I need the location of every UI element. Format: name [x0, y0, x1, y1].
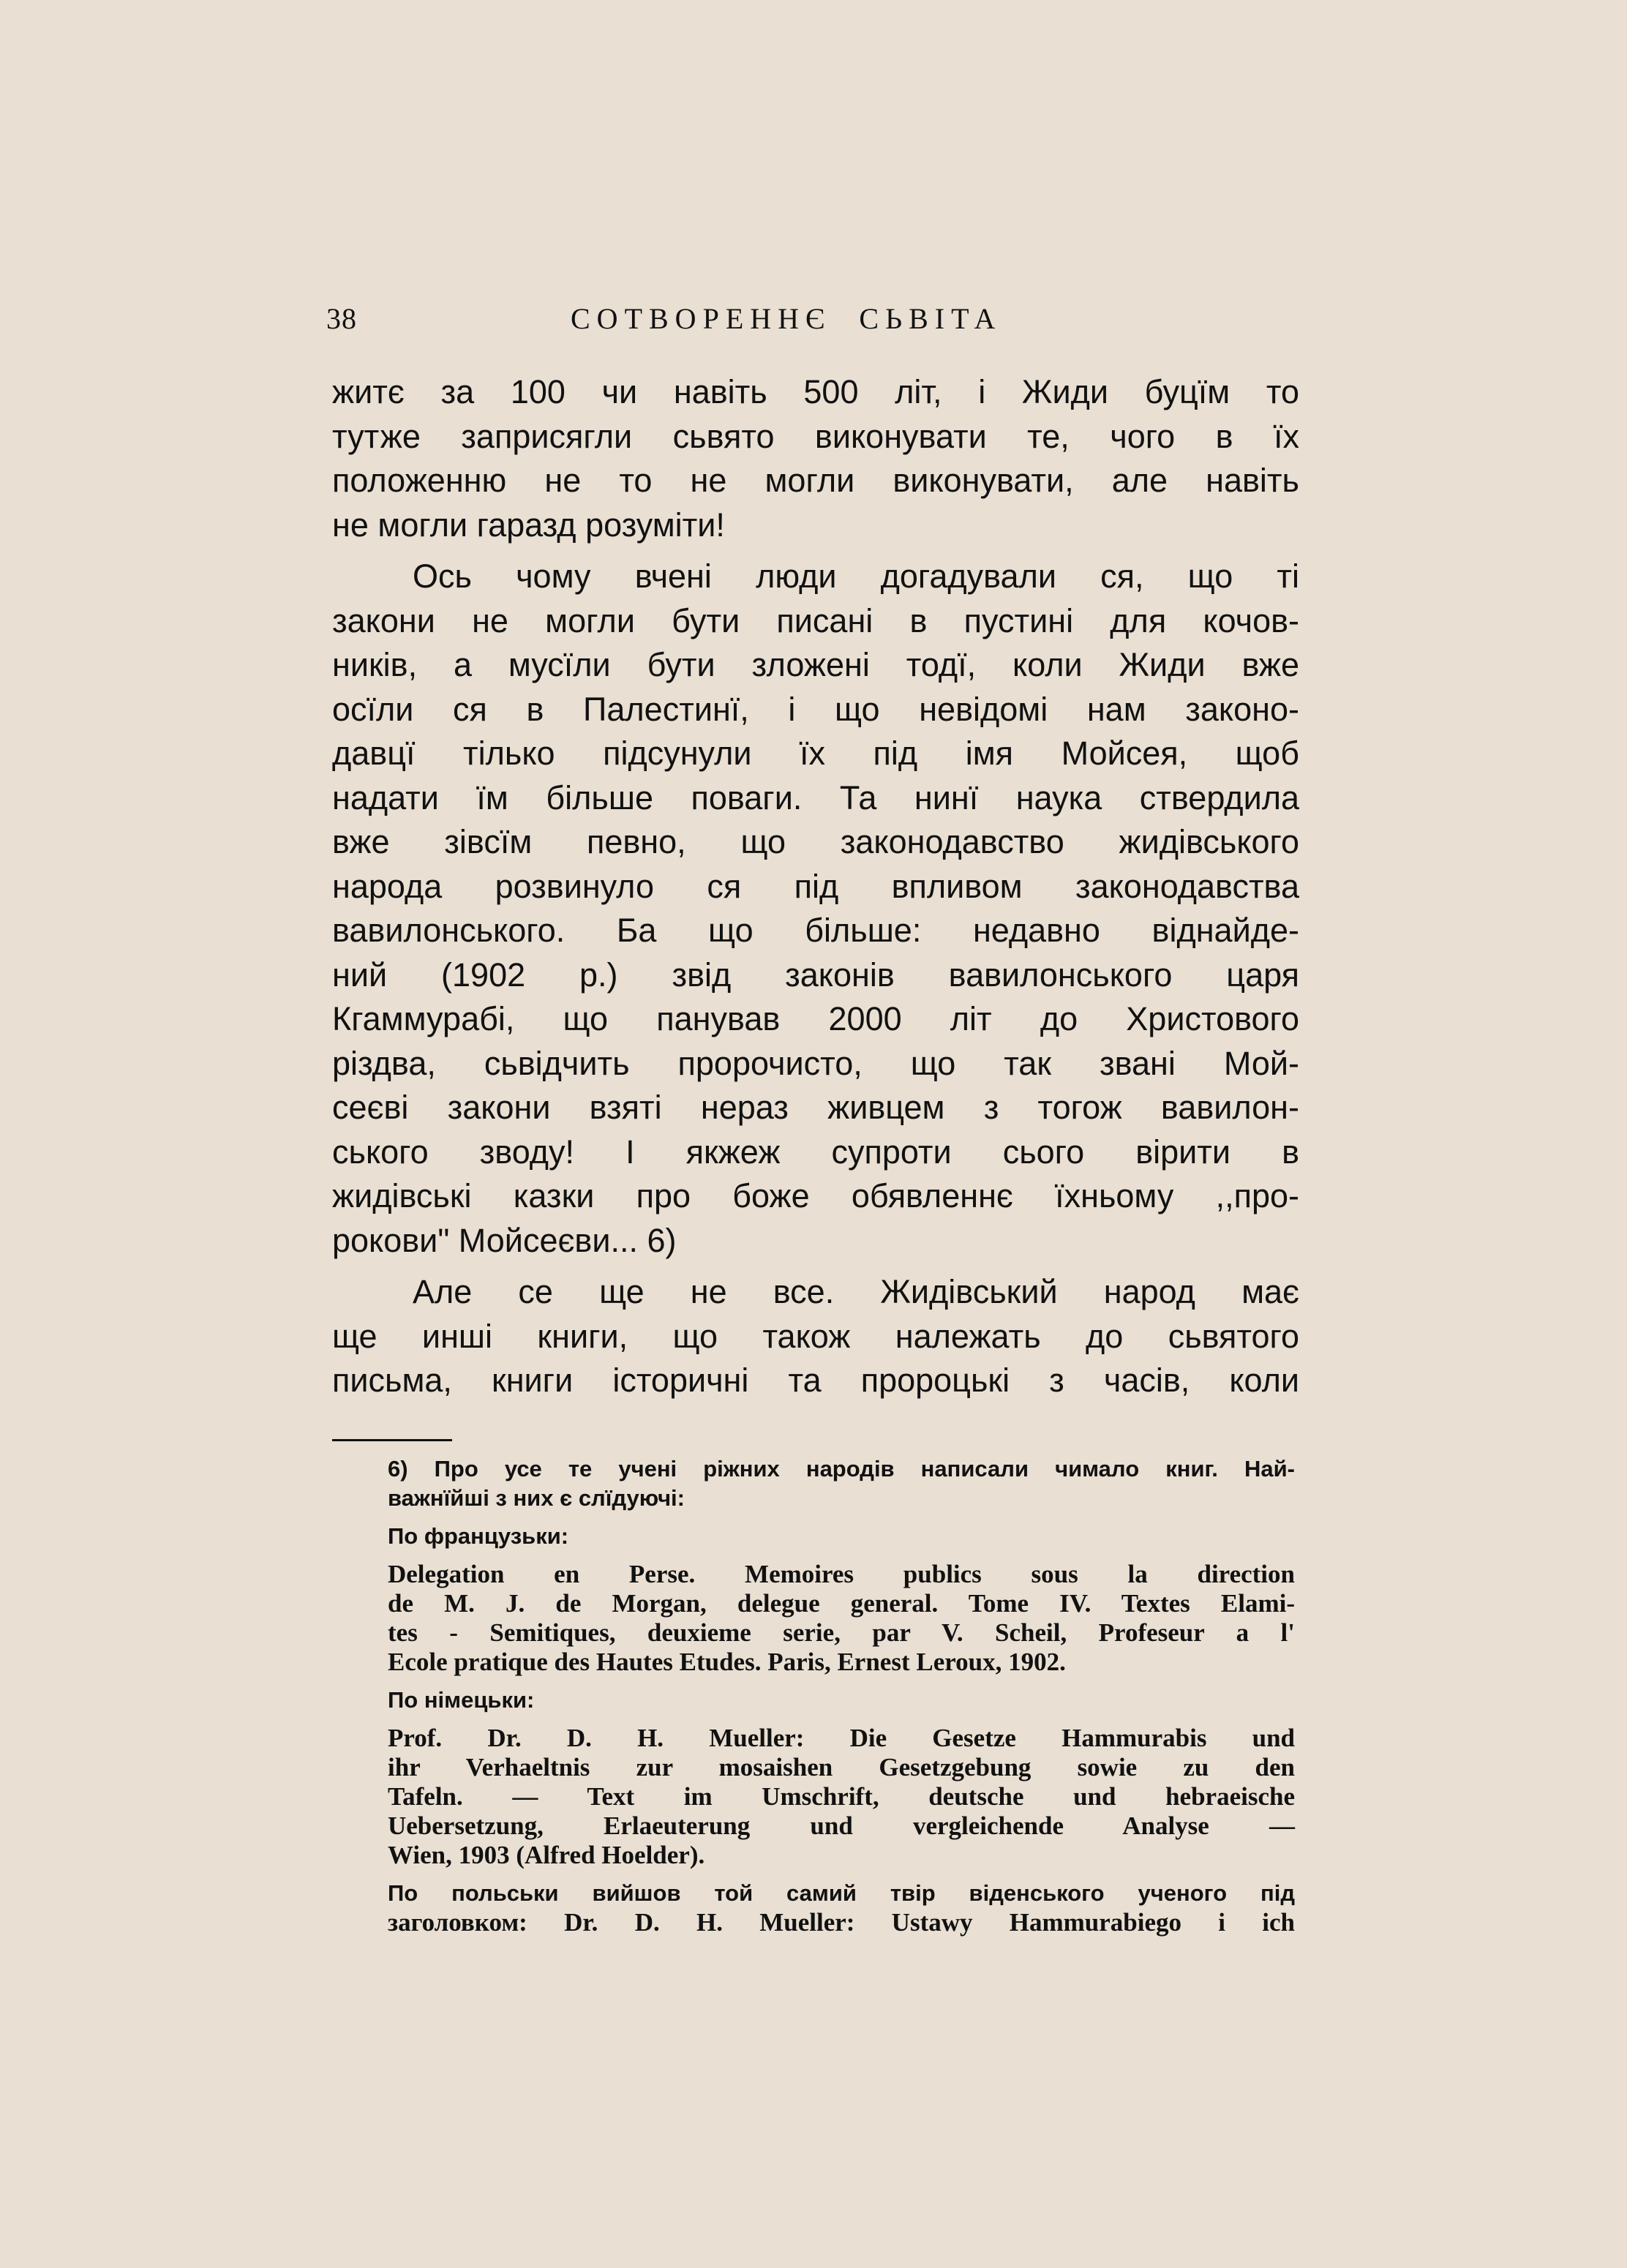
page-number: 38	[326, 302, 357, 335]
text-line: Кгаммурабі, що панував 2000 літ до Христового	[332, 1000, 1299, 1037]
footnote-line: Tafeln. — Text im Umschrift, deutsche und hebraeische	[388, 1782, 1295, 1811]
footnote-line: Delegation en Perse. Memoires publics sous la direction	[388, 1560, 1295, 1588]
footnote-line: Ecole pratique des Hautes Etudes. Paris, Ernest Leroux, 1902.	[388, 1648, 1066, 1676]
text-line: тутже заприсягли сьвято виконувати те, чого в їх	[332, 417, 1299, 455]
text-line: народа розвинуло ся під впливом законодавства	[332, 867, 1299, 905]
text-line: ського зводу! І якжеж супроти сього вірити в	[332, 1133, 1299, 1171]
footnote-line: Wien, 1903 (Alfred Hoelder).	[388, 1841, 705, 1869]
footnote-heading-french: По французьки:	[388, 1523, 569, 1549]
footnote-line: заголовком: Dr. D. H. Mueller: Ustawy Hammurabiego i ich	[388, 1908, 1295, 1937]
footnote-line: Prof. Dr. D. H. Mueller: Die Gesetze Hammurabis und	[388, 1724, 1295, 1752]
text-line: вже зівсїм певно, що законодавство жидівського	[332, 823, 1299, 860]
page-header	[326, 301, 1299, 345]
text-line: Ось чому вчені люди догадували ся, що ті	[413, 557, 1299, 595]
text-line: ний (1902 р.) звід законів вавилонського царя	[332, 955, 1299, 994]
text-line: різдва, сьвідчить пророчисто, що так звані Мой-	[332, 1044, 1299, 1082]
footnote-line: важнїйші з них є слїдуючі:	[388, 1485, 685, 1511]
footnote-line: По польськи вийшов той самий твір віденського ученого під	[388, 1880, 1295, 1906]
text-line: давцї тілько підсунули їх під імя Мойсея, щоб	[332, 735, 1299, 772]
footnote-line: tes - Semitiques, deuxieme serie, par V. Scheil, Profeseur a l'	[388, 1618, 1295, 1647]
running-title: СОТВОРЕННЄ СЬВІТА	[571, 302, 1002, 335]
text-line: осїли ся в Палестинї, і що невідомі нам законо-	[332, 690, 1299, 728]
text-line: надати їм більше поваги. Та нинї наука ствердила	[332, 778, 1299, 816]
text-line: закони не могли бути писані в пустині для кочов-	[332, 601, 1299, 639]
footnote-divider	[332, 1439, 452, 1441]
body-text	[332, 370, 1299, 1403]
text-line: рокови" Мойсеєви... 6)	[332, 1221, 677, 1259]
text-line: вавилонського. Ба що більше: недавно віднайде-	[332, 912, 1299, 949]
text-line: письма, книги історичні та пророцькі з часів, коли	[332, 1362, 1299, 1399]
footnote-line: de M. J. de Morgan, delegue general. Tome IV. Textes Elami-	[388, 1589, 1295, 1618]
text-line: положенню не то не могли виконувати, але навіть	[332, 462, 1299, 499]
footnote-line: 6) Про усе те учені ріжних народів написали чимало книг. Най-	[388, 1456, 1295, 1482]
text-line: Але се ще не все. Жидівський народ має	[413, 1273, 1299, 1310]
text-line: житє за 100 чи навіть 500 літ, і Жиди буцїм то	[332, 373, 1299, 410]
footnote-line: Uebersetzung, Erlaeuterung und vergleichende Analyse —	[388, 1811, 1295, 1840]
text-line: ників, а мусїли бути зложені тодї, коли Жиди вже	[332, 646, 1299, 683]
text-line: сеєві закони взяті нераз живцем з тогож вавилон-	[332, 1089, 1299, 1126]
footnote-line: ihr Verhaeltnis zur mosaishen Gesetzgebung sowie zu den	[388, 1753, 1295, 1781]
footnote-heading-german: По німецьки:	[388, 1687, 535, 1713]
text-line: не могли гаразд розуміти!	[332, 506, 725, 544]
text-line: ще инші книги, що також належать до сьвятого	[332, 1317, 1299, 1355]
text-line: жидівські казки про боже обявленнє їхньому ,,про-	[332, 1177, 1299, 1214]
footnotes	[388, 1454, 1295, 1937]
